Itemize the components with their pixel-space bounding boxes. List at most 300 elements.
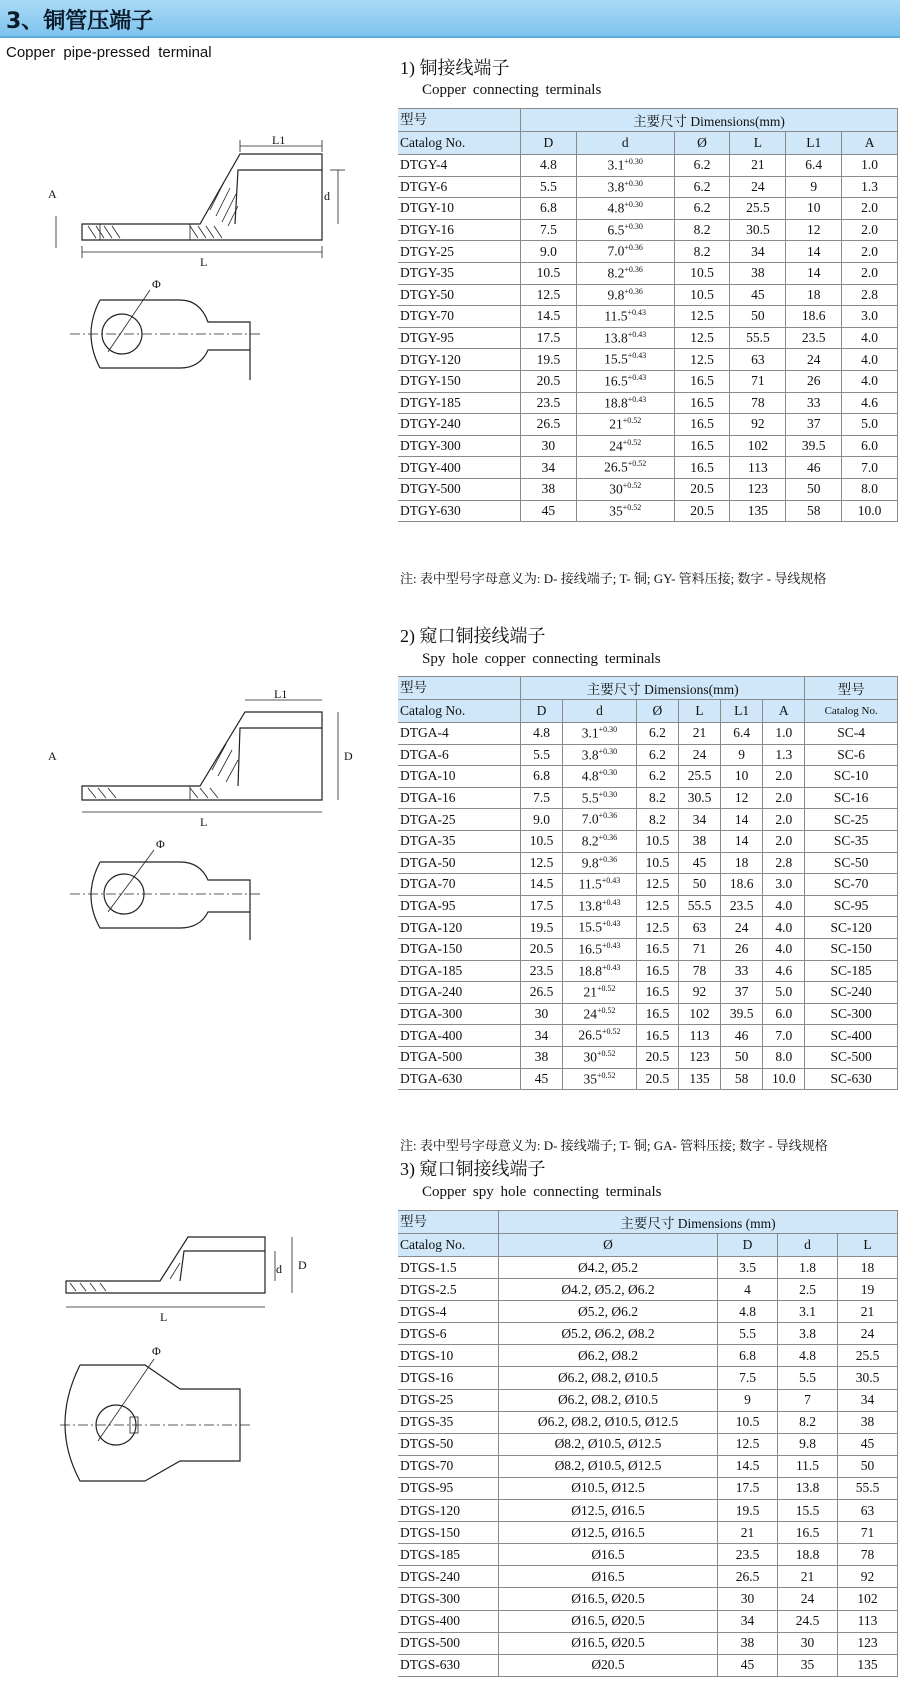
cell-phi: 12.5 — [636, 874, 678, 896]
catalog-number: DTGA-500 — [398, 1046, 521, 1068]
cell-D: 10.5 — [521, 830, 563, 852]
section-title: 3、铜管压端子 — [6, 9, 154, 34]
cell-D: 9.0 — [521, 809, 563, 831]
cell-d — [563, 1003, 637, 1025]
cell-L: 113 — [678, 1025, 720, 1047]
table-row — [398, 176, 898, 198]
catalog-number: DTGS-6 — [398, 1323, 499, 1345]
catalog-number: DTGY-50 — [398, 284, 521, 306]
cell-d-tolerance: +0.52 — [596, 1005, 616, 1015]
table-row — [398, 1257, 898, 1279]
cell-d-value: 13.8 — [604, 330, 628, 346]
cell-A: 2.0 — [842, 198, 898, 220]
cell-d-value: 3.1 — [607, 157, 625, 173]
table-row — [398, 744, 898, 766]
cell-d — [563, 830, 637, 852]
cell-phi: Ø20.5 — [499, 1654, 718, 1676]
table-row — [398, 1345, 898, 1367]
catalog-number: DTGA-120 — [398, 917, 521, 939]
cell-D: 5.5 — [521, 744, 563, 766]
column-header: d — [563, 700, 637, 723]
catalog-number: DTGS-185 — [398, 1544, 499, 1566]
cell-D: 14.5 — [521, 306, 577, 328]
top-view — [70, 277, 260, 380]
cell-A: 1.3 — [842, 176, 898, 198]
cell-L1: 9 — [721, 744, 763, 766]
table-row — [398, 1433, 898, 1455]
cell-A: 1.0 — [763, 723, 805, 745]
cell-phi: 16.5 — [674, 414, 730, 436]
cell-A: 4.0 — [763, 895, 805, 917]
cell-phi: 16.5 — [674, 370, 730, 392]
cell-sc-catalog: SC-35 — [805, 830, 898, 852]
catalog-number: DTGS-35 — [398, 1411, 499, 1433]
cell-L: 55.5 — [838, 1477, 898, 1499]
cell-phi: Ø5.2, Ø6.2 — [499, 1301, 718, 1323]
catalog-number: DTGY-95 — [398, 327, 521, 349]
cell-d-tolerance: +0.30 — [624, 178, 643, 188]
catalog-number: DTGA-400 — [398, 1025, 521, 1047]
cell-d: 7 — [778, 1389, 838, 1411]
cell-L: 92 — [838, 1566, 898, 1588]
cell-d — [563, 1046, 637, 1068]
column-header: L — [730, 132, 786, 155]
cell-sc-catalog: SC-10 — [805, 766, 898, 788]
cell-D: 6.8 — [521, 766, 563, 788]
cell-d-tolerance: +0.36 — [624, 265, 643, 275]
cell-L: 102 — [838, 1588, 898, 1610]
cell-sc-catalog: SC-6 — [805, 744, 898, 766]
cell-d — [563, 787, 637, 809]
cell-d — [576, 457, 674, 479]
cell-A: 4.0 — [842, 349, 898, 371]
catalog-number: DTGS-120 — [398, 1500, 499, 1522]
cell-d-tolerance: +0.52 — [622, 480, 642, 490]
cell-A: 3.0 — [842, 306, 898, 328]
cell-phi: 6.2 — [674, 155, 730, 177]
cell-sc-catalog: SC-300 — [805, 1003, 898, 1025]
cell-L1: 6.4 — [786, 155, 842, 177]
table-row — [398, 1588, 898, 1610]
catalog-number: DTGA-240 — [398, 982, 521, 1004]
catalog-number: DTGA-4 — [398, 723, 521, 745]
cell-phi: 12.5 — [674, 349, 730, 371]
cell-L: 30.5 — [730, 219, 786, 241]
cell-L1: 18.6 — [786, 306, 842, 328]
cell-phi: 8.2 — [636, 809, 678, 831]
cell-L1: 24 — [721, 917, 763, 939]
cell-d-tolerance: +0.36 — [598, 854, 618, 864]
terminal-drawing-2 — [40, 687, 353, 940]
table-row — [398, 1323, 898, 1345]
cell-d-tolerance: +0.52 — [602, 1027, 621, 1037]
table-row — [398, 1003, 898, 1025]
cell-A: 4.0 — [763, 917, 805, 939]
cell-D: 20.5 — [521, 370, 577, 392]
cell-L1: 50 — [721, 1046, 763, 1068]
cell-L1: 23.5 — [786, 327, 842, 349]
table-row — [398, 1522, 898, 1544]
cell-L1: 37 — [721, 982, 763, 1004]
cell-L1: 12 — [721, 787, 763, 809]
table-copper-connecting-terminals — [398, 108, 898, 522]
cell-L: 102 — [678, 1003, 720, 1025]
table-row — [398, 370, 898, 392]
cell-D: 30 — [718, 1588, 778, 1610]
table-row — [398, 874, 898, 896]
table-row — [398, 219, 898, 241]
cell-A: 2.8 — [763, 852, 805, 874]
cell-d: 16.5 — [778, 1522, 838, 1544]
label-D: D — [344, 749, 353, 763]
table-row — [398, 1654, 898, 1676]
side-view — [66, 1237, 307, 1324]
cell-d: 24 — [778, 1588, 838, 1610]
cell-L1: 50 — [786, 478, 842, 500]
cell-phi: 16.5 — [674, 435, 730, 457]
cell-phi: 16.5 — [636, 938, 678, 960]
cell-L: 55.5 — [678, 895, 720, 917]
cell-L1: 39.5 — [786, 435, 842, 457]
section-subtitle: Copper pipe-pressed terminal — [6, 44, 212, 61]
cell-d-tolerance: +0.43 — [627, 329, 647, 339]
cell-A: 2.0 — [842, 262, 898, 284]
cell-L: 50 — [838, 1455, 898, 1477]
cell-D: 4 — [718, 1279, 778, 1301]
catalog-number: DTGY-35 — [398, 262, 521, 284]
cell-d-value: 3.8 — [581, 747, 599, 763]
catalog-number: DTGA-50 — [398, 852, 521, 874]
cell-L1: 18 — [721, 852, 763, 874]
cell-L: 71 — [678, 938, 720, 960]
table-row — [398, 414, 898, 436]
catalog-number: DTGS-4 — [398, 1301, 499, 1323]
catalog-number: DTGY-6 — [398, 176, 521, 198]
cell-A: 4.6 — [842, 392, 898, 414]
catalog-number: DTGA-70 — [398, 874, 521, 896]
cell-d: 3.8 — [778, 1323, 838, 1345]
cell-D: 34 — [521, 1025, 563, 1047]
cell-A: 6.0 — [763, 1003, 805, 1025]
cell-d-tolerance: +0.30 — [624, 200, 643, 210]
cell-d — [576, 327, 674, 349]
catalog-number: DTGA-16 — [398, 787, 521, 809]
cell-A: 1.0 — [842, 155, 898, 177]
cell-L: 78 — [678, 960, 720, 982]
cell-d-value: 18.8 — [604, 395, 628, 411]
catalog-number: DTGS-1.5 — [398, 1257, 499, 1279]
cell-D: 4.8 — [718, 1301, 778, 1323]
cell-d-tolerance: +0.30 — [598, 789, 618, 799]
column-header: Ø — [499, 1234, 718, 1257]
cell-L: 71 — [730, 370, 786, 392]
catalog-number: DTGS-70 — [398, 1455, 499, 1477]
cell-d-value: 3.8 — [607, 179, 625, 195]
catalog-number: DTGY-185 — [398, 392, 521, 414]
cell-d-tolerance: +0.30 — [624, 157, 643, 167]
cell-phi: 10.5 — [636, 852, 678, 874]
catalog-number: DTGY-150 — [398, 370, 521, 392]
cell-L: 63 — [678, 917, 720, 939]
table-row — [398, 1455, 898, 1477]
catalog-header-en: Catalog No. — [398, 1234, 499, 1257]
cell-L: 55.5 — [730, 327, 786, 349]
table-row — [398, 895, 898, 917]
cell-L1: 39.5 — [721, 1003, 763, 1025]
cell-A: 1.3 — [763, 744, 805, 766]
cell-sc-catalog: SC-4 — [805, 723, 898, 745]
cell-L1: 46 — [721, 1025, 763, 1047]
dimensions-header: 主要尺寸 Dimensions(mm) — [521, 677, 805, 700]
cell-L: 92 — [678, 982, 720, 1004]
cell-d — [576, 155, 674, 177]
cell-L: 135 — [730, 500, 786, 522]
column-header: A — [842, 132, 898, 155]
cell-L1: 18.6 — [721, 874, 763, 896]
cell-d-value: 8.2 — [581, 833, 599, 849]
cell-phi: 6.2 — [636, 744, 678, 766]
cell-d-value: 13.8 — [578, 898, 603, 914]
cell-L: 24 — [678, 744, 720, 766]
cell-d-value: 15.5 — [578, 919, 603, 935]
catalog-number: DTGS-300 — [398, 1588, 499, 1610]
section-header-bar — [0, 0, 900, 38]
cell-d-value: 16.5 — [604, 373, 628, 389]
table-row — [398, 938, 898, 960]
cell-L: 21 — [678, 723, 720, 745]
cell-d-tolerance: +0.30 — [598, 746, 618, 756]
catalog-number: DTGY-4 — [398, 155, 521, 177]
cell-d-value: 24 — [583, 1006, 597, 1022]
cell-A: 2.0 — [763, 787, 805, 809]
cell-phi: Ø10.5, Ø12.5 — [499, 1477, 718, 1499]
cell-d — [563, 1068, 637, 1090]
cell-d — [576, 306, 674, 328]
cell-sc-catalog: SC-25 — [805, 809, 898, 831]
table-row — [398, 1301, 898, 1323]
column-header: L1 — [721, 700, 763, 723]
side-view — [48, 133, 345, 269]
cell-d — [576, 500, 674, 522]
cell-phi: 16.5 — [674, 392, 730, 414]
catalog-number: DTGS-2.5 — [398, 1279, 499, 1301]
table-row — [398, 327, 898, 349]
cell-A: 8.0 — [842, 478, 898, 500]
cell-d-tolerance: +0.52 — [627, 459, 647, 469]
cell-L: 92 — [730, 414, 786, 436]
cell-sc-catalog: SC-500 — [805, 1046, 898, 1068]
cell-L: 45 — [678, 852, 720, 874]
cell-L1: 58 — [721, 1068, 763, 1090]
terminal-drawing-3 — [60, 1225, 360, 1465]
table1-title: 1) 铜接线端子 — [400, 58, 510, 78]
table-row — [398, 982, 898, 1004]
cell-L: 19 — [838, 1279, 898, 1301]
cell-D: 30 — [521, 1003, 563, 1025]
table1-subtitle: Copper connecting terminals — [422, 82, 602, 98]
cell-A: 3.0 — [763, 874, 805, 896]
cell-D: 17.5 — [521, 327, 577, 349]
table-row — [398, 830, 898, 852]
cell-d — [563, 982, 637, 1004]
cell-L1: 14 — [721, 830, 763, 852]
cell-L: 38 — [730, 262, 786, 284]
column-header: L1 — [786, 132, 842, 155]
cell-sc-catalog: SC-240 — [805, 982, 898, 1004]
cell-phi: Ø12.5, Ø16.5 — [499, 1500, 718, 1522]
cell-L: 38 — [838, 1411, 898, 1433]
table-row — [398, 1025, 898, 1047]
cell-d — [576, 198, 674, 220]
catalog-number: DTGS-50 — [398, 1433, 499, 1455]
cell-L1: 24 — [786, 349, 842, 371]
cell-L: 25.5 — [730, 198, 786, 220]
cell-D: 19.5 — [521, 917, 563, 939]
cell-phi: 16.5 — [636, 982, 678, 1004]
cell-L1: 14 — [786, 241, 842, 263]
label-phi: Φ — [152, 277, 161, 291]
cell-d — [576, 262, 674, 284]
cell-d — [563, 766, 637, 788]
cell-d — [576, 219, 674, 241]
column-header: D — [718, 1234, 778, 1257]
cell-A: 4.0 — [842, 327, 898, 349]
cell-phi: 6.2 — [636, 723, 678, 745]
cell-L: 25.5 — [838, 1345, 898, 1367]
cell-D: 45 — [718, 1654, 778, 1676]
cell-L: 123 — [838, 1632, 898, 1654]
catalog-header-cn: 型号 — [398, 109, 521, 132]
cell-sc-catalog: SC-16 — [805, 787, 898, 809]
label-A: A — [48, 749, 57, 763]
cell-d — [576, 176, 674, 198]
cell-phi: 20.5 — [674, 478, 730, 500]
cell-phi: 16.5 — [636, 960, 678, 982]
cell-d-value: 30 — [609, 481, 623, 497]
cell-D: 34 — [718, 1610, 778, 1632]
cell-D: 19.5 — [718, 1500, 778, 1522]
catalog-header-en: Catalog No. — [398, 700, 521, 723]
cell-D: 12.5 — [521, 852, 563, 874]
catalog-number: DTGY-16 — [398, 219, 521, 241]
table3-subtitle: Copper spy hole connecting terminals — [422, 1184, 662, 1200]
table-row — [398, 809, 898, 831]
cell-phi: 8.2 — [636, 787, 678, 809]
cell-d — [563, 852, 637, 874]
cell-d-value: 6.5 — [607, 222, 625, 238]
cell-phi: Ø4.2, Ø5.2 — [499, 1257, 718, 1279]
table-row — [398, 766, 898, 788]
cell-D: 7.5 — [521, 219, 577, 241]
catalog-number: DTGS-150 — [398, 1522, 499, 1544]
catalog-number: DTGS-95 — [398, 1477, 499, 1499]
cell-phi: Ø6.2, Ø8.2, Ø10.5 — [499, 1389, 718, 1411]
cell-d-tolerance: +0.43 — [602, 919, 621, 929]
cell-D: 23.5 — [718, 1544, 778, 1566]
cell-phi: 12.5 — [636, 917, 678, 939]
cell-d: 30 — [778, 1632, 838, 1654]
cell-phi: Ø5.2, Ø6.2, Ø8.2 — [499, 1323, 718, 1345]
cell-D: 14.5 — [521, 874, 563, 896]
catalog-number: DTGA-10 — [398, 766, 521, 788]
table-row — [398, 852, 898, 874]
cell-L1: 18 — [786, 284, 842, 306]
cell-phi: 6.2 — [674, 198, 730, 220]
cell-D: 38 — [718, 1632, 778, 1654]
cell-D: 3.5 — [718, 1257, 778, 1279]
cell-phi: 16.5 — [636, 1025, 678, 1047]
cell-d-tolerance: +0.30 — [624, 221, 643, 231]
cell-phi: Ø6.2, Ø8.2, Ø10.5 — [499, 1367, 718, 1389]
cell-A: 7.0 — [763, 1025, 805, 1047]
cell-d-value: 35 — [609, 503, 623, 519]
cell-d-value: 16.5 — [578, 941, 603, 957]
cell-d: 13.8 — [778, 1477, 838, 1499]
label-L1: L1 — [274, 687, 288, 701]
catalog-header-en: Catalog No. — [398, 132, 521, 155]
cell-d — [576, 414, 674, 436]
label-phi: Φ — [156, 837, 165, 851]
cell-L1: 58 — [786, 500, 842, 522]
catalog-number: DTGA-150 — [398, 938, 521, 960]
cell-L1: 23.5 — [721, 895, 763, 917]
label-L1: L1 — [272, 133, 286, 147]
cell-L1: 6.4 — [721, 723, 763, 745]
dimensions-header: 主要尺寸 Dimensions (mm) — [499, 1211, 898, 1234]
cell-d: 21 — [778, 1566, 838, 1588]
cell-L: 34 — [730, 241, 786, 263]
cell-L: 50 — [678, 874, 720, 896]
cell-d-value: 24 — [609, 438, 623, 454]
cell-d — [576, 349, 674, 371]
cell-d-tolerance: +0.52 — [596, 984, 616, 994]
cell-L: 21 — [730, 155, 786, 177]
cell-d — [563, 809, 637, 831]
column-header: L — [678, 700, 720, 723]
cell-phi: Ø16.5 — [499, 1544, 718, 1566]
cell-D: 5.5 — [718, 1323, 778, 1345]
cell-A: 2.8 — [842, 284, 898, 306]
catalog-number: DTGS-500 — [398, 1632, 499, 1654]
cell-d — [563, 895, 637, 917]
cell-d: 15.5 — [778, 1500, 838, 1522]
cell-D: 6.8 — [718, 1345, 778, 1367]
cell-d — [563, 917, 637, 939]
cell-d-value: 21 — [609, 416, 623, 432]
catalog-number: DTGA-6 — [398, 744, 521, 766]
cell-sc-catalog: SC-95 — [805, 895, 898, 917]
table-row — [398, 457, 898, 479]
terminal-drawing-1 — [40, 133, 340, 380]
cell-D: 23.5 — [521, 960, 563, 982]
cell-D: 26.5 — [521, 414, 577, 436]
table-row — [398, 241, 898, 263]
catalog-header-cn: 型号 — [398, 1211, 499, 1234]
cell-d-value: 9.8 — [607, 287, 625, 303]
table-row — [398, 787, 898, 809]
cell-D: 38 — [521, 478, 577, 500]
table-row — [398, 960, 898, 982]
table-row — [398, 1367, 898, 1389]
table2-subtitle: Spy hole copper connecting terminals — [422, 651, 661, 667]
cell-L1: 33 — [721, 960, 763, 982]
top-view — [70, 837, 260, 940]
table-row — [398, 1544, 898, 1566]
cell-A: 4.6 — [763, 960, 805, 982]
catalog-number: DTGY-10 — [398, 198, 521, 220]
cell-d — [576, 392, 674, 414]
table-row — [398, 349, 898, 371]
